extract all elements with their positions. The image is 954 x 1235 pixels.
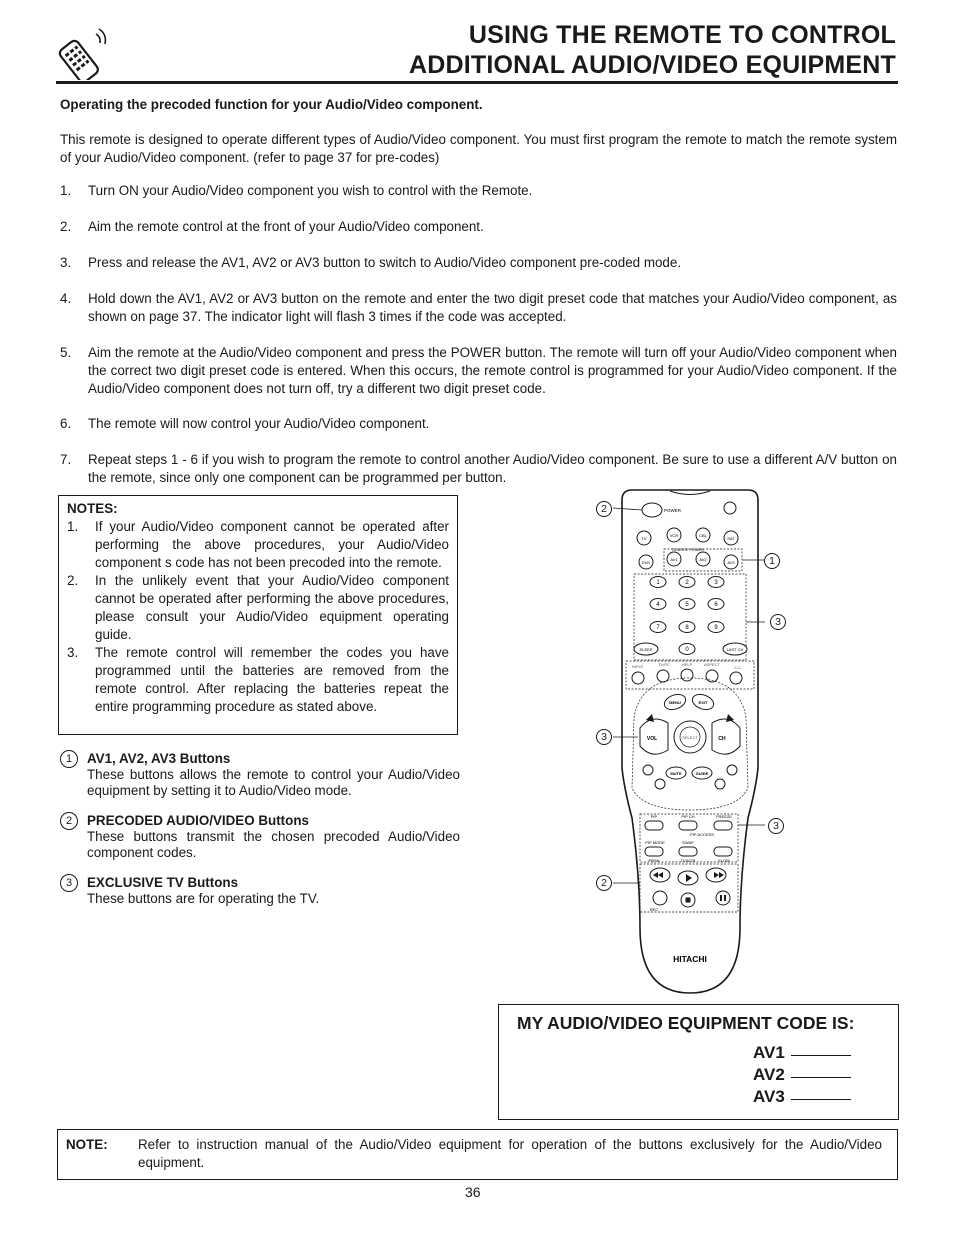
- notes-list: [67, 518, 449, 716]
- guide-label: GUIDE: [695, 771, 709, 776]
- av3-code-blank: [791, 1099, 851, 1100]
- tvpc-label: TV/PC: [658, 662, 670, 667]
- notes-title: NOTES:: [67, 501, 118, 516]
- pip-label: PIP: [650, 814, 658, 819]
- legend-item-precoded-buttons: 2 PRECODED AUDIO/VIDEO Buttons These buttons transmit the chosen precoded Audio/Video component codes.: [60, 813, 460, 861]
- intro-paragraph: This remote is designed to operate different types of Audio/Video component. You must first program the remote to match the remote system of your Audio/Video component. (refer to page 37 for pre-codes): [60, 132, 897, 165]
- pip-ch-label: PIP CH: [681, 814, 695, 819]
- note-item: 2. In the unlikely event that your Audio/Video component cannot be operated after performing the above procedures, please consult your Audio/Video equipment operating guide.: [67, 573, 449, 642]
- key-3: 3: [714, 580, 718, 586]
- marker-2-icon: 2: [60, 812, 78, 830]
- note-item: 3. The remote control will remember the codes you have programmed until the batteries are removed from the remote control. After replacing the batteries repeat the entire programming procedure as stated above.: [67, 645, 449, 714]
- marker-3-icon: 3: [60, 874, 78, 892]
- sleep-label: SLEEP: [639, 647, 653, 652]
- av1-code-blank: [791, 1055, 851, 1056]
- note-item: 1. If your Audio/Video component cannot be operated after performing the above procedures, your Audio/Video component s code has not been precoded into the remote.: [67, 519, 449, 570]
- page-number: 36: [465, 1184, 481, 1200]
- freeze-label: FREEZE: [716, 814, 732, 819]
- callout-3-icon: 3: [770, 614, 786, 630]
- note-label: NOTE:: [66, 1137, 108, 1152]
- remote-control-icon: [52, 24, 112, 80]
- hitachi-logo: HITACHI: [673, 954, 707, 964]
- legend-desc: These buttons allows the remote to control your Audio/Video equipment by setting it to Audio/Video mode.: [87, 767, 460, 798]
- legend-desc: These buttons transmit the chosen precoded Audio/Video component codes.: [87, 829, 460, 860]
- av2-code-line: AV2: [753, 1065, 851, 1085]
- code-box-title: MY AUDIO/VIDEO EQUIPMENT CODE IS:: [517, 1013, 855, 1033]
- src-vcr-label: VCR: [669, 533, 679, 538]
- src-av3-label: AV3: [727, 560, 735, 565]
- tv-vcr-label: TV/VCR: [680, 858, 696, 863]
- key-0: 0: [685, 647, 689, 653]
- step-item: 6. The remote will now control your Audio/Video component.: [60, 416, 430, 431]
- key-2: 2: [685, 580, 689, 586]
- input-label: INPUT: [632, 664, 644, 669]
- step-item: 7. Repeat steps 1 - 6 if you wish to program the remote to control another Audio/Video component. Be sure to use a different A/V button on the remote, since only one component can be programmed per button.: [60, 452, 897, 485]
- prsn-label: PRSN: [648, 858, 660, 863]
- callout-3-icon: 3: [596, 729, 612, 745]
- note-box: [57, 1129, 898, 1180]
- select-label: SELECT: [682, 735, 698, 740]
- callout-lines: [590, 488, 790, 1003]
- src-cbl-label: CBL: [699, 533, 707, 538]
- menu-label: MENU: [669, 700, 681, 705]
- av3-code-line: AV3: [753, 1087, 851, 1107]
- step-item: 1. Turn ON your Audio/Video component you wish to control with the Remote.: [60, 183, 533, 198]
- callout-2-icon: 2: [596, 501, 612, 517]
- help-label: HELP: [681, 662, 693, 667]
- callout-1-icon: 1: [764, 553, 780, 569]
- rec-label: REC: [649, 907, 659, 912]
- title-divider: [56, 81, 898, 84]
- key-8: 8: [685, 625, 689, 631]
- equipment-code-box: [498, 1004, 899, 1120]
- callout-2-icon: 2: [596, 875, 612, 891]
- cc-label: C.C.: [734, 665, 742, 670]
- av2-code-blank: [791, 1077, 851, 1078]
- page-title: [409, 20, 896, 80]
- src-tv-label: TV: [641, 536, 647, 541]
- step-item: 2. Aim the remote control at the front of your Audio/Video component.: [60, 219, 484, 234]
- source-power-label: SOURCE POWER: [672, 548, 704, 552]
- vol-label: VOL: [646, 736, 658, 742]
- slow-label: SLOW: [718, 858, 730, 863]
- key-7: 7: [656, 625, 660, 631]
- title-line-2: ADDITIONAL AUDIO/VIDEO EQUIPMENT: [409, 51, 896, 79]
- mute-label: MUTE: [670, 771, 682, 776]
- aspect-label: ASPECT: [703, 662, 721, 667]
- section-subheading: Operating the precoded function for your Audio/Video component.: [60, 97, 483, 112]
- key-1: 1: [656, 580, 660, 586]
- callout-3-icon: 3: [768, 818, 784, 834]
- src-av1-label: AV1: [670, 557, 678, 562]
- step-item: 4. Hold down the AV1, AV2 or AV3 button on the remote and enter the two digit preset code that matches your Audio/Video component, as shown on page 37. The indicator light will flash 3 times if the code was accepted.: [60, 291, 897, 324]
- legend-item-av-buttons: 1 AV1, AV2, AV3 Buttons These buttons allows the remote to control your Audio/Video equipment by setting it to Audio/Video mode.: [60, 751, 460, 799]
- pip-access-label: PIP ACCESS: [690, 832, 714, 837]
- last-ch-label: LAST CH: [726, 647, 744, 652]
- legend-desc: These buttons are for operating the TV.: [87, 891, 320, 906]
- key-4: 4: [656, 602, 660, 608]
- steps-list: [60, 182, 897, 487]
- src-av2-label: AV2: [699, 557, 707, 562]
- key-6: 6: [714, 602, 718, 608]
- note-text: Refer to instruction manual of the Audio/Video equipment for operation of the buttons exclusively for the Audio/Video equipment.: [138, 1137, 882, 1170]
- marker-1-icon: 1: [60, 750, 78, 768]
- step-item: 3. Press and release the AV1, AV2 or AV3 button to switch to Audio/Video component pre-coded mode.: [60, 255, 682, 270]
- key-9: 9: [714, 625, 718, 631]
- legend-item-tv-buttons: 3 EXCLUSIVE TV Buttons These buttons are for operating the TV.: [60, 875, 460, 907]
- src-dvd-label: DVD: [641, 560, 651, 565]
- av1-code-line: AV1: [753, 1043, 851, 1063]
- swap-label: SWAP: [682, 840, 694, 845]
- key-5: 5: [685, 602, 689, 608]
- notes-box: [58, 495, 458, 735]
- step-item: 5. Aim the remote at the Audio/Video component and press the POWER button. The remote will turn off your Audio/Video component when the correct two digit preset code is entered. When this occurs, the remote control is programmed for your Audio/Video component. If the Audio/Video component does not turn off, try a different two digit preset code.: [60, 345, 897, 396]
- pip-mode-label: PIP MODE: [645, 840, 665, 845]
- title-line-1: USING THE REMOTE TO CONTROL: [468, 21, 896, 49]
- exit-label: EXIT: [698, 700, 708, 705]
- power-label: POWER: [664, 508, 682, 513]
- src-sat-label: SAT: [727, 536, 735, 541]
- ch-label: CH: [718, 736, 726, 742]
